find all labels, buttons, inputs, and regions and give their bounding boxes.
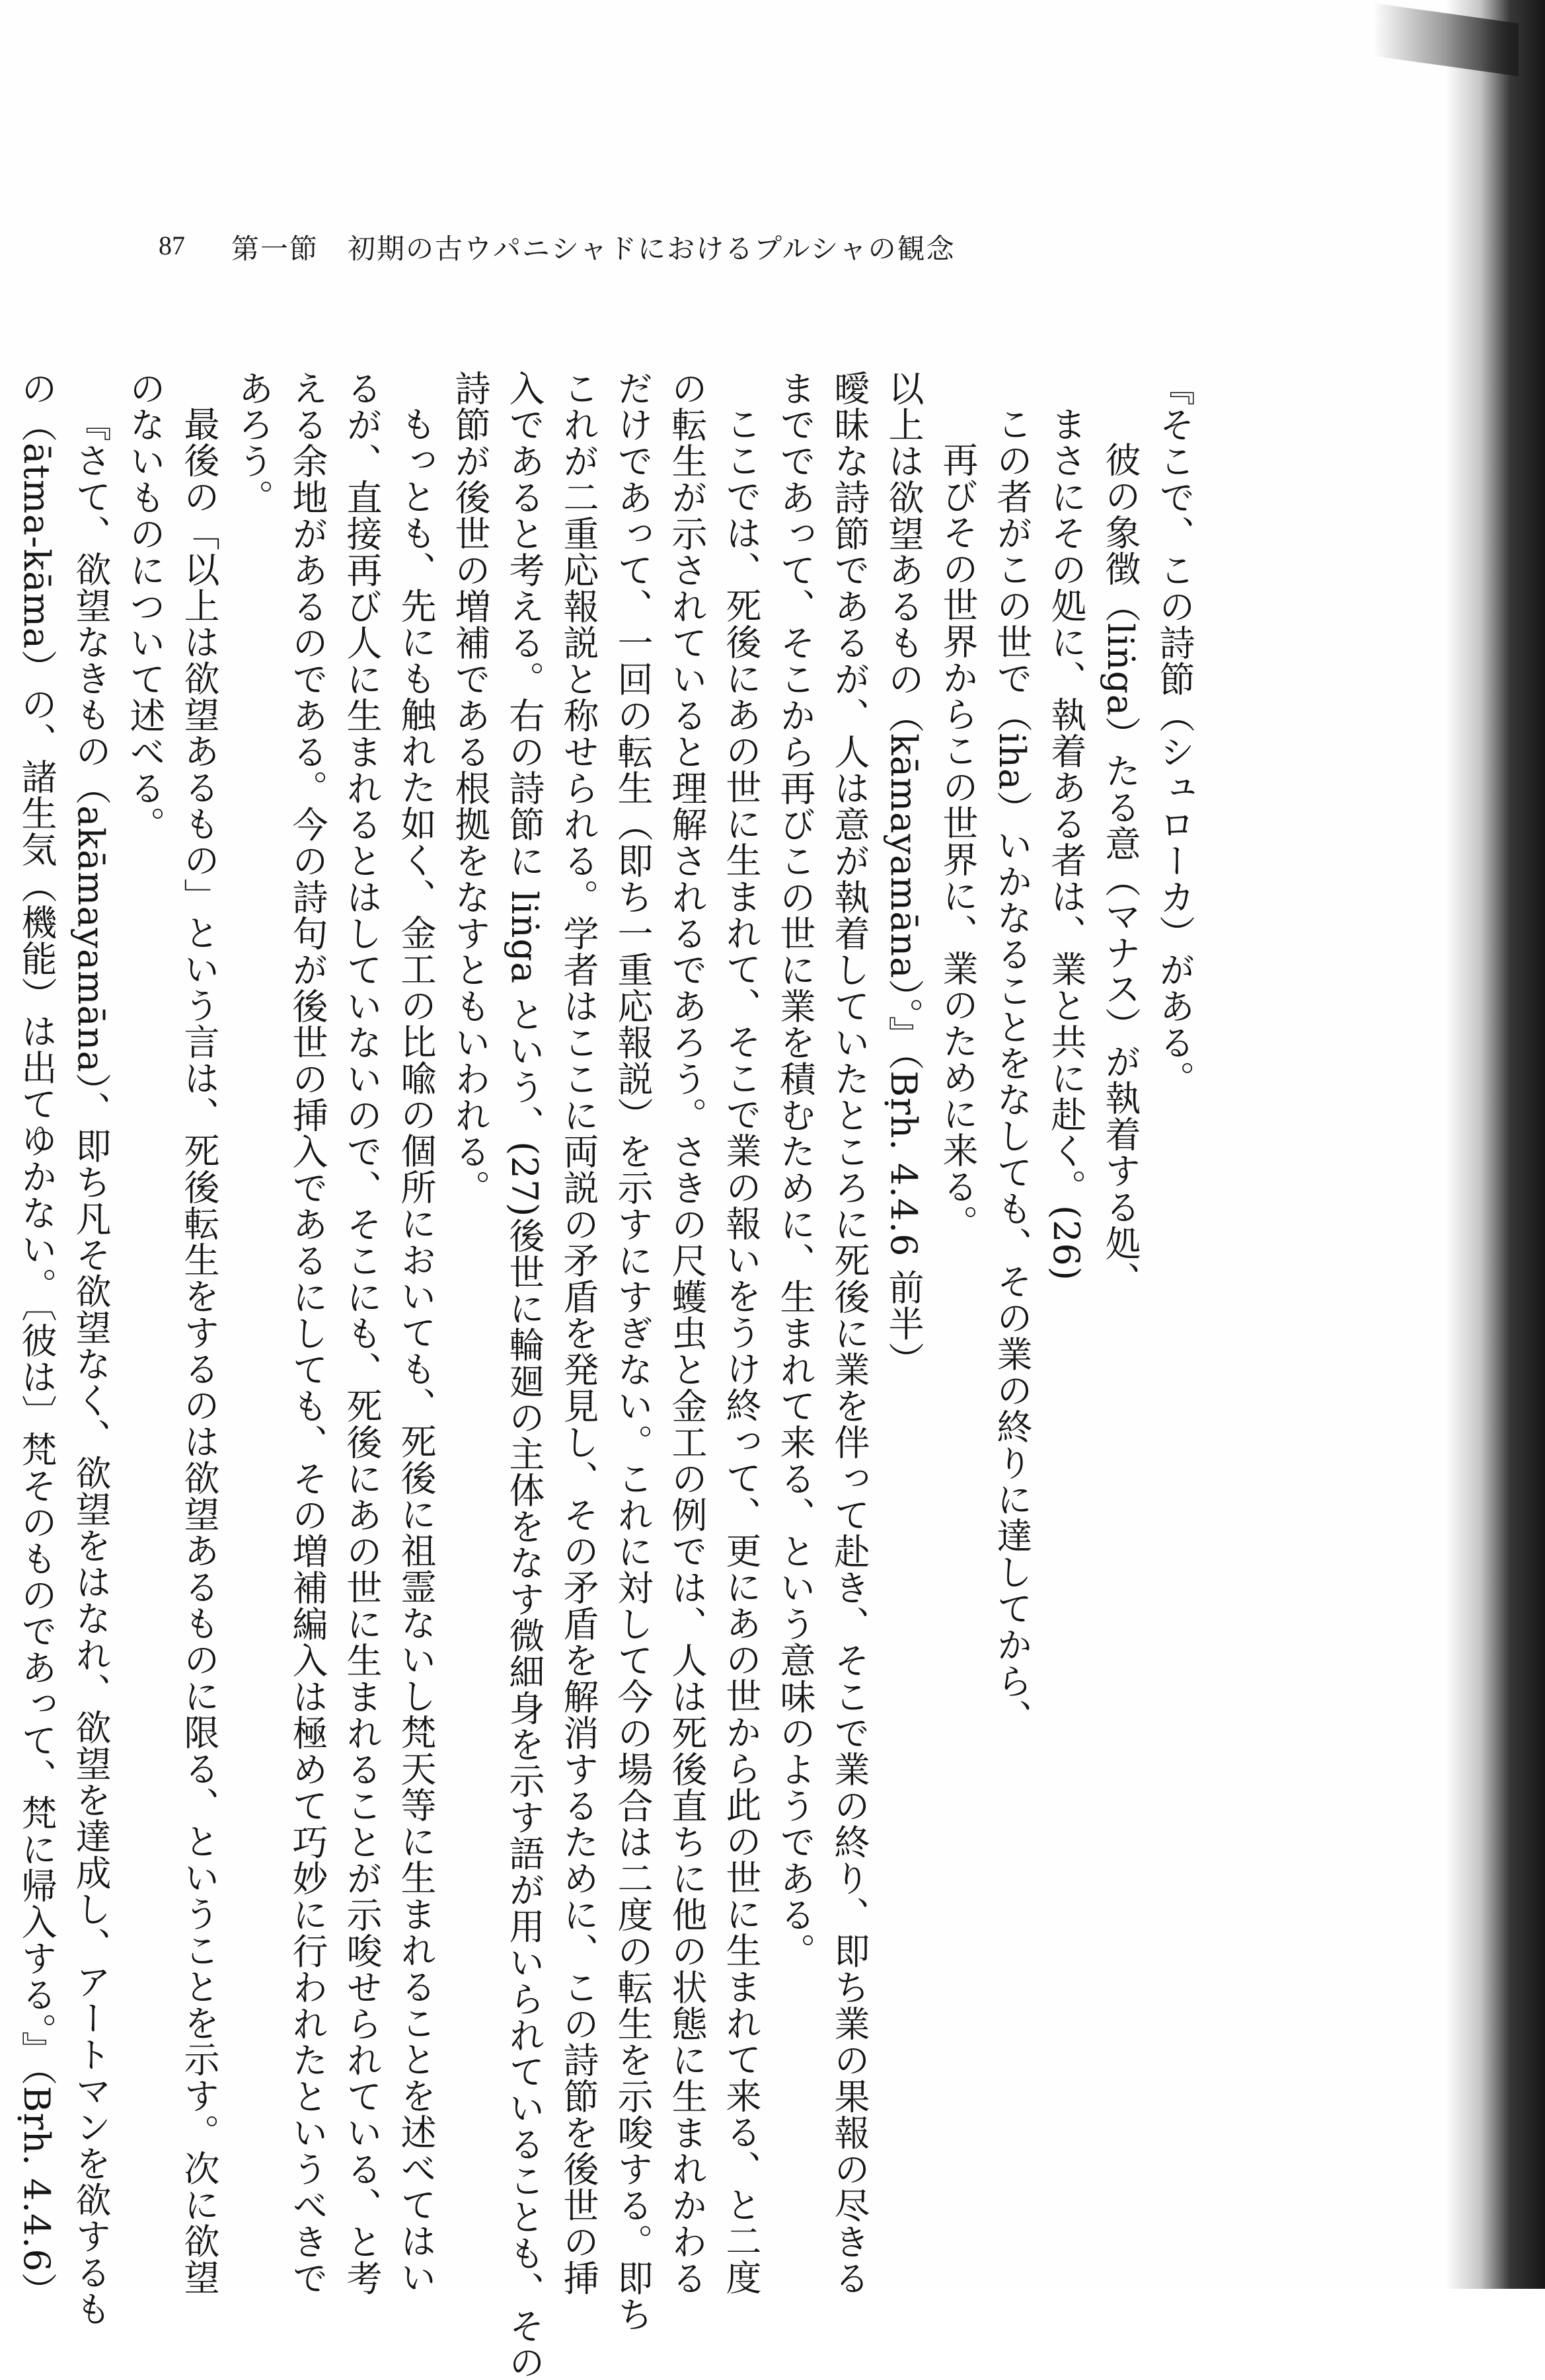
text-line: 『そこで、この詩節（シュローカ）がある。 [1154, 370, 1195, 1097]
paragraph-line: あろう。 [233, 370, 274, 515]
verse-line: 再びその世界からこの世界に、業のために来る。 [937, 441, 979, 1241]
paragraph-line: もっとも、先にも触れた如く、金工の比喩の個所においても、死後に祖霊ないし梵天等に生まれることを述べてはい [395, 406, 437, 2295]
paragraph-line: るが、直接再び人に生まれるとはしていないので、そこにも、死後にあの世に生まれることが示唆せられている、と考 [341, 370, 383, 2296]
paragraph-line: 曖昧な詩節であるが、人は意が執着していたところに死後に業を伴って赴き、そこで業の終り、即ち業の果報の尽きる [829, 370, 870, 2296]
paragraph-line: これが二重応報説と称せられる。学者はここに両説の矛盾を発見し、その矛盾を解消するために、この詩節を後世の挿 [558, 370, 599, 2296]
quote-line: の（ātma-kāma）の、諸生気（機能）は出てゆかない。〔彼は〕梵そのものであって、梵に帰入する。』（Bṛh. 4.4.6） [16, 370, 57, 2309]
paragraph-line: 詩節が後世の増補である根拠をなすともいわれる。 [449, 370, 491, 1206]
paragraph-line: までであって、そこから再びこの世に業を積むために、生まれて来る、という意味のようである。 [774, 370, 816, 1969]
paragraph-line: ここでは、死後にあの世に生まれて、そこで業の報いをうけ終って、更にあの世から此の世に生まれて来る、と二度 [720, 406, 762, 2295]
page-number: 87 [159, 231, 185, 260]
verse-line: まさにその処に、執着ある者は、業と共に赴く。(26) [1045, 406, 1087, 1281]
paragraph-line: 最後の「以上は欲望あるもの」という言は、死後転生をするのは欲望あるものに限る、ということを示す。次に欲望 [178, 406, 220, 2295]
paragraph-line: だけであって、一回の転生（即ち一重応報説）を示すにすぎない。これに対して今の場合は二度の転生を示唆する。即ち [612, 370, 654, 2332]
quote-line: 『さて、欲望なきもの（akāmayamāna）、即ち凡そ欲望なく、欲望をはなれ、欲望を達成し、アートマンを欲するも [70, 406, 112, 2327]
book-spine-shadow [1446, 0, 1545, 2289]
verse-line: この者がこの世で（iha）いかなることをなしても、その業の終りに達してから、 [991, 406, 1033, 1736]
vertical-body-text [9, 370, 1201, 2380]
running-header [145, 211, 1203, 264]
verse-line: 以上は欲望あるもの（kāmayamāna）。』（Bṛh. 4.4.6 前半） [883, 370, 924, 1378]
running-title: 第一節 初期の古ウパニシャドにおけるプルシャの観念 [231, 235, 956, 265]
paragraph-line: のないものについて述べる。 [124, 370, 166, 842]
paragraph-line: える余地があるのである。今の詩句が後世の挿入であるにしても、その増補編入は極めて巧妙に行われたというべきで [287, 370, 328, 2296]
paragraph-line: 入であると考える。右の詩節に liṅga という、(27)後世に輪廻の主体をなす微細身を示す語が用いられていることも、その [504, 370, 545, 2380]
verse-line: 彼の象徴（liṅga）たる意（マナス）が執着する処、 [1100, 441, 1141, 1298]
paragraph-line: の転生が示されていると理解されるであろう。さきの尺蠖虫と金工の例では、人は死後直ちに他の状態に生まれかわる [666, 370, 708, 2296]
